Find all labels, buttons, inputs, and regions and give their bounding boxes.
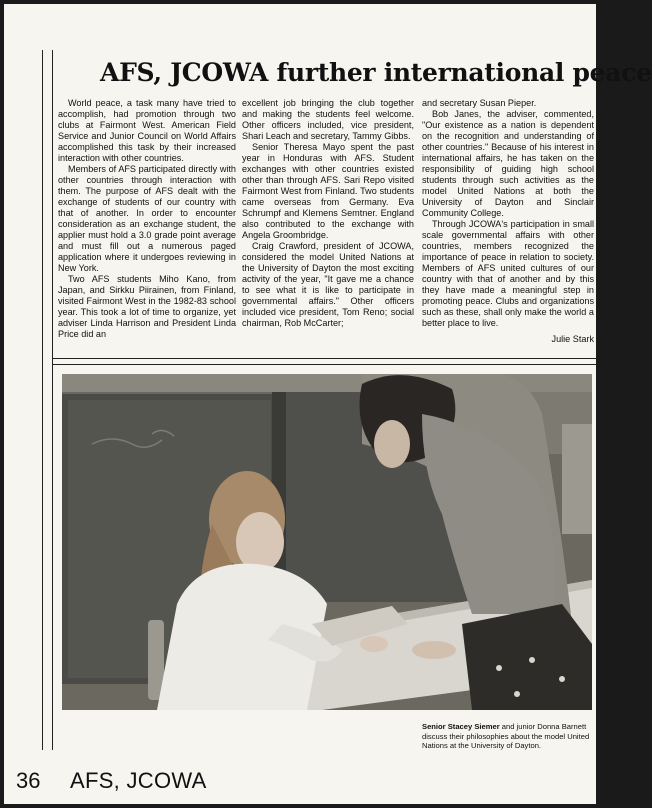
article-paragraph: Craig Crawford, president of JCOWA, considered the model United Nations at the University of Dayton the most exciting activity of the year, "It gave me a chance to see what it is like to participate in governmental affairs." Other officers included vice president, Tom Reno; social chairman, Rob McCarter; [242, 241, 414, 328]
article-column-3 [422, 98, 594, 345]
yearbook-page [4, 4, 652, 804]
section-divider [52, 358, 596, 359]
article-column-1 [58, 98, 236, 340]
left-margin-rule-inner [52, 50, 53, 750]
article-paragraph: and secretary Susan Pieper. [422, 98, 537, 108]
article-paragraph: Bob Janes, the adviser, commented, "Our existence as a nation is dependent on the recognition and understanding of other countries." Because of his interest in international affairs, he has taken on the responsibility of guiding high school students through such activities as the model United Nations at both the University of Dayton and Sinclair Community College. [422, 109, 594, 218]
page-headline: AFS, JCOWA further international peace [100, 58, 652, 87]
section-divider-lower [52, 364, 596, 365]
article-paragraph: Two AFS students Miho Kano, from Japan, and Sirkku Piirainen, from Finland, visited Fairmont West in the 1982-83 school year. This took a lot of time to organize, yet adviser Linda Harrison and President Linda Price did an [58, 274, 236, 339]
feature-photo [62, 374, 592, 710]
section-title: AFS, JCOWA [70, 768, 207, 793]
article-paragraph: Members of AFS participated directly with other countries through interaction with them. The purpose of AFS dealt with the exchange of students of our country with that of another. In order to encounter consideration as an exchange student, the applier must hold a 3.0 grade point average and must fill out a numerous paged application where it undergoes reviewing in New York. [58, 164, 236, 273]
caption-text: and junior Donna Barnett discuss their philosophies about the model United Nations at the University of Dayton. [422, 722, 590, 751]
left-margin-rule-outer [42, 50, 43, 750]
article-paragraph: Senior Theresa Mayo spent the past year in Honduras with AFS. Student exchanges with other countries existed other than through AFS. Sari Repo visited Fairmont West from Finland. Two students came overseas from Germany. Eva Schrumpf and Klemens Semtner. England also contributed to the exchange with Angela Groombridge. [242, 142, 414, 240]
article-paragraph: World peace, a task many have tried to accomplish, had promotion through two clubs at Fairmont West. American Field Service and Junior Council on World Affairs accomplished this task by their increased interaction with other countries. [58, 98, 236, 163]
author-byline: Julie Stark [551, 334, 594, 344]
article-paragraph: Through JCOWA's participation in small scale governmental affairs with other countries, members recognized the importance of peace in relation to society. Members of AFS united cultures of our country with that of another and by this they have made a meaningful step in promoting peace. Clubs and organizations such as these, shall only make the world a better place to live. [422, 219, 594, 328]
photo-illustration [62, 374, 592, 710]
article-paragraph: excellent job bringing the club together and making the students feel welcome. Other officers included, vice president, Shari Leach and secretary, Tammy Gibbs. [242, 98, 414, 141]
page-number: 36 [16, 768, 41, 793]
photo-caption [422, 722, 594, 751]
caption-names: Senior Stacey Siemer [422, 722, 500, 731]
article-column-2 [242, 98, 414, 329]
